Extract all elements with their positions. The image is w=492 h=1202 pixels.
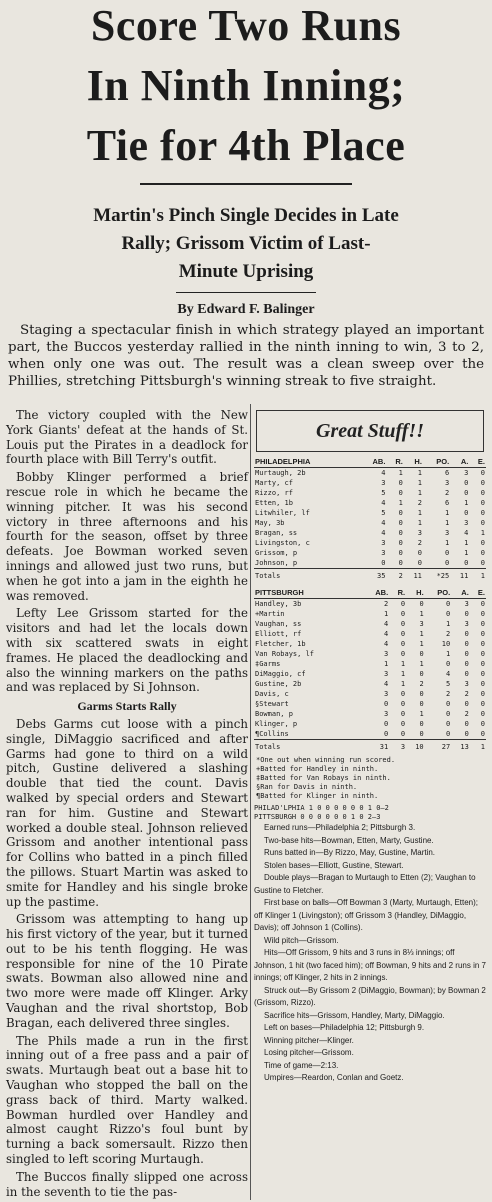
table-cell: 3: [383, 669, 389, 678]
summary-line: Winning pitcher—Klinger.: [264, 1035, 354, 1045]
table-cell: 1: [446, 619, 451, 628]
table-cell: 5: [381, 508, 386, 517]
table-row: [254, 558, 486, 569]
table-cell: 0: [446, 719, 451, 728]
pittsburgh-table: [254, 587, 486, 752]
table-cell: Bowman, p: [255, 709, 293, 718]
table-cell: 4: [383, 619, 389, 628]
table-row: [254, 518, 486, 528]
summary-line: Wild pitch—Grissom.: [264, 935, 339, 945]
column-divider: [250, 404, 251, 1200]
table-cell: 3: [464, 518, 469, 527]
table-cell: Elliott, rf: [255, 629, 302, 638]
table-cell: 1: [419, 609, 424, 618]
article-body-column: [6, 408, 248, 1202]
summary-line: Losing pitcher—Grissom.: [264, 1048, 354, 1057]
column-header: A.: [450, 456, 469, 468]
table-cell: 27: [425, 740, 452, 753]
footnote: §Ran for Davis in ninth.: [256, 783, 358, 791]
table-cell: 1: [417, 468, 422, 477]
table-cell: 3: [383, 649, 389, 658]
table-cell: 0: [480, 639, 485, 648]
line-score: [254, 804, 486, 822]
table-cell: 0: [398, 478, 403, 487]
table-cell: 0: [446, 659, 451, 668]
section-subhead: Garms Starts Rally: [77, 699, 177, 714]
table-cell: 10: [406, 740, 425, 753]
table-cell: 0: [419, 669, 424, 678]
table-cell: 3: [464, 599, 469, 608]
table-cell: 0: [400, 709, 406, 718]
table-cell: 5: [381, 488, 386, 497]
totals-row: [254, 740, 486, 753]
summary-line: Stolen bases—Elliott, Gustine, Stewart.: [264, 860, 404, 870]
table-cell: 0: [480, 518, 485, 527]
table-row: [254, 679, 486, 689]
table-cell: ‡Garms: [255, 659, 281, 668]
line-score-row: PHILAD'LPHIA 1 0 0 0 0 0 0 1 0—2: [254, 804, 389, 812]
table-cell: 0: [398, 518, 403, 527]
table-cell: 3: [445, 478, 450, 487]
body-paragraph: Grissom was attempting to hang up his first victory of the year, but it turned out to be his tenth flogging. He was responsible for nine of the 10 Pirate swats. Bowman also allowed nine and two more were made off Klinger. Arky Vaughan and the rival shortstop, Bob Bragan, each delivered three singles.: [6, 912, 248, 1030]
table-cell: 0: [464, 639, 469, 648]
table-cell: 0: [480, 538, 485, 547]
table-row: [254, 468, 486, 479]
column-header: AB.: [359, 456, 386, 468]
table-cell: 2: [446, 629, 451, 638]
table-cell: 1: [464, 498, 469, 507]
body-paragraph: Debs Garms cut loose with a pinch single, DiMaggio sacrificed and after Garms had gone to third on a wild pitch, Gustine delivered a slashing double that tied the count. Davis walked by special orders and Stewart ran for him. Gustine and Stewart worked a double steal. Johnson relieved Grissom and another intentional pass for Collins who batted in a pinch filled the pillows. Stuart Martin was asked to smite for Handley and his single broke up the pastime.: [6, 716, 248, 909]
table-cell: 0: [480, 709, 485, 718]
table-cell: Handley, 3b: [255, 599, 302, 608]
table-cell: 3: [445, 528, 450, 537]
subhead-line-1: Martin's Pinch Single Decides in Late: [93, 205, 399, 226]
table-cell: 0: [446, 599, 451, 608]
table-cell: 1: [464, 548, 469, 557]
table-cell: 0: [417, 558, 422, 567]
summary-line: Umpires—Reardon, Conlan and Goetz.: [264, 1073, 404, 1082]
subhead-line-3: Minute Uprising: [178, 261, 314, 282]
table-cell: 1: [400, 679, 406, 688]
table-cell: 0: [400, 629, 406, 638]
table-cell: Totals: [254, 569, 359, 582]
table-cell: +Martin: [255, 609, 285, 618]
table-cell: 2: [446, 689, 451, 698]
table-cell: 35: [359, 569, 386, 582]
table-cell: 0: [480, 729, 485, 738]
table-cell: 0: [480, 629, 485, 638]
table-cell: 0: [383, 699, 389, 708]
table-cell: 0: [480, 619, 485, 628]
table-row: [254, 689, 486, 699]
table-cell: 2: [417, 498, 422, 507]
table-cell: 0: [446, 609, 451, 618]
column-header: H.: [404, 456, 423, 468]
table-cell: 4: [381, 518, 386, 527]
summary-line: Sacrifice hits—Grissom, Handley, Marty, DiMaggio.: [264, 1010, 445, 1020]
headline-line-3: Tie for 4th Place: [86, 121, 406, 170]
headline-line-1: Score Two Runs: [90, 1, 402, 50]
table-cell: 0: [383, 719, 389, 728]
table-cell: 0: [400, 639, 406, 648]
table-cell: 1: [383, 609, 389, 618]
footnote: +Batted for Handley in ninth.: [256, 765, 379, 773]
table-cell: 31: [363, 740, 390, 753]
byline: By Edward F. Balinger: [177, 302, 315, 317]
table-cell: 0: [398, 488, 403, 497]
table-cell: 1: [470, 740, 486, 753]
table-cell: Murtaugh, 2b: [255, 468, 306, 477]
table-cell: 3: [417, 528, 422, 537]
table-cell: 0: [446, 699, 451, 708]
column-header: H.: [406, 587, 425, 599]
table-cell: 1: [417, 518, 422, 527]
table-cell: Litwhiler, lf: [255, 508, 310, 517]
column-header: PO.: [425, 587, 452, 599]
table-cell: 1: [480, 528, 485, 537]
table-cell: 6: [445, 468, 450, 477]
table-cell: 3: [381, 548, 386, 557]
table-cell: Grissom, p: [255, 548, 298, 557]
table-cell: 2: [417, 538, 422, 547]
table-cell: 0: [480, 649, 485, 658]
body-paragraph: Bobby Klinger performed a brief rescue role in which he became the winning pitcher. It was his second victory in three afternoons and his fourth for the season, offset by three defeats. Joe Bowman worked seven innings and allowed just two runs, but when he got into a jam in the eighth he was removed.: [6, 470, 248, 603]
table-row: [254, 498, 486, 508]
footnote: ‡Batted for Van Robays in ninth.: [256, 774, 391, 782]
table-cell: DiMaggio, cf: [255, 669, 306, 678]
table-cell: Johnson, p: [255, 558, 298, 567]
table-row: [254, 709, 486, 719]
column-header: R.: [386, 456, 403, 468]
summary-line: Double plays—Bragan to Murtaugh to Etten (2); Vaughan to Gustine to Fletcher.: [254, 873, 476, 895]
table-cell: 3: [383, 709, 389, 718]
footnote: *One out when winning run scored.: [256, 756, 396, 764]
team-name: PHILADELPHIA: [254, 456, 359, 468]
table-cell: Marty, cf: [255, 478, 293, 487]
table-cell: 0: [419, 729, 424, 738]
column-header: R.: [389, 587, 406, 599]
table-cell: 0: [398, 558, 403, 567]
table-cell: 0: [464, 669, 469, 678]
table-cell: 0: [480, 669, 485, 678]
subhead-line-2: Rally; Grissom Victim of Last-: [121, 233, 371, 254]
table-cell: 0: [480, 488, 485, 497]
table-cell: Fletcher, 1b: [255, 639, 306, 648]
table-cell: 0: [464, 478, 469, 487]
table-cell: 0: [400, 689, 406, 698]
table-row: [254, 478, 486, 488]
table-cell: §Stewart: [255, 699, 289, 708]
table-cell: 0: [400, 619, 406, 628]
philadelphia-table: [254, 456, 486, 581]
table-cell: 0: [446, 709, 451, 718]
table-cell: 0: [419, 719, 424, 728]
headline-divider: [140, 183, 352, 185]
table-cell: 3: [381, 478, 386, 487]
table-row: [254, 719, 486, 729]
table-cell: 0: [464, 558, 469, 567]
table-cell: 0: [419, 699, 424, 708]
table-cell: 0: [480, 498, 485, 507]
table-cell: 1: [446, 649, 451, 658]
body-paragraph: The victory coupled with the New York Giants' defeat at the hands of St. Louis put the Pirates in a deadlock for fourth place with Bill Terry's outfit.: [6, 408, 248, 467]
table-cell: 0: [383, 729, 389, 738]
table-cell: 1: [417, 488, 422, 497]
table-cell: 3: [464, 468, 469, 477]
table-cell: Bragan, ss: [255, 528, 298, 537]
table-cell: 0: [445, 548, 450, 557]
summary-line: Two-base hits—Bowman, Etten, Marty, Gustine.: [264, 835, 434, 845]
table-row: [254, 528, 486, 538]
table-cell: 0: [464, 488, 469, 497]
totals-row: [254, 569, 486, 582]
summary-line: Struck out—By Grissom 2 (DiMaggio, Bowman); by Bowman 2 (Grissom, Rizzo).: [254, 985, 486, 1007]
table-cell: Livingston, c: [255, 538, 310, 547]
table-row: [254, 599, 486, 610]
box-score-notes: [256, 756, 486, 801]
table-cell: 0: [480, 609, 485, 618]
table-row: [254, 629, 486, 639]
body-paragraph: The Phils made a run in the first inning out of a free pass and a pair of swats. Murtaugh beat out a base hit to Vaughan who stopped the ball on the grass back of third. Marty walked. Bowman hurdled over Handley and almost caught Rizzo's foul bunt by turning a back somersault. Rizzo then singled to left scoring Murtaugh.: [6, 1033, 248, 1167]
table-cell: 1: [469, 569, 486, 582]
table-cell: 3: [464, 619, 469, 628]
table-cell: Totals: [254, 740, 363, 753]
table-cell: 0: [398, 508, 403, 517]
summary-line: Earned runs—Philadelphia 2; Pittsburgh 3.: [264, 823, 416, 832]
table-cell: Rizzo, rf: [255, 488, 293, 497]
table-cell: 11: [450, 569, 469, 582]
table-cell: 1: [419, 639, 424, 648]
table-cell: 0: [381, 558, 386, 567]
table-cell: 1: [445, 538, 450, 547]
table-cell: 0: [419, 599, 424, 608]
table-row: [254, 548, 486, 558]
table-cell: ¶Collins: [255, 729, 289, 738]
table-cell: 2: [445, 488, 450, 497]
line-score-row: PITTSBURGH 0 0 0 0 0 0 1 0 2—3: [254, 813, 381, 821]
table-cell: 3: [419, 619, 424, 628]
table-cell: 0: [480, 599, 485, 608]
table-cell: 0: [464, 659, 469, 668]
table-cell: 1: [419, 659, 424, 668]
table-cell: 2: [386, 569, 403, 582]
table-cell: 1: [464, 538, 469, 547]
summary-line: First base on balls—Off Bowman 3 (Marty, Murtaugh, Etten); off Klinger 1 (Livingston); off Grissom 3 (Handley, DiMaggio, Davis); off Johnson 1 (Collins).: [254, 898, 479, 932]
table-cell: 13: [451, 740, 470, 753]
table-cell: 11: [404, 569, 423, 582]
table-cell: 4: [381, 498, 386, 507]
table-cell: 0: [480, 719, 485, 728]
table-cell: 0: [400, 699, 406, 708]
table-cell: 1: [445, 508, 450, 517]
table-row: [254, 538, 486, 548]
table-cell: 0: [419, 649, 424, 658]
table-cell: *25: [423, 569, 450, 582]
table-cell: 1: [419, 629, 424, 638]
summary-line: Runs batted in—By Rizzo, May, Gustine, Martin.: [264, 848, 436, 857]
table-cell: 1: [445, 518, 450, 527]
footnote: ¶Batted for Klinger in ninth.: [256, 792, 379, 800]
table-cell: 0: [464, 719, 469, 728]
table-cell: May, 3b: [255, 518, 285, 527]
table-cell: 3: [381, 538, 386, 547]
table-cell: 4: [464, 528, 469, 537]
table-cell: 0: [417, 548, 422, 557]
table-cell: 0: [480, 558, 485, 567]
table-cell: 0: [398, 538, 403, 547]
table-cell: Vaughan, ss: [255, 619, 302, 628]
table-row: [254, 488, 486, 498]
table-cell: 0: [400, 719, 406, 728]
table-cell: 4: [381, 468, 386, 477]
table-cell: 0: [400, 609, 406, 618]
lead-paragraph: Staging a spectacular finish in which strategy played an important part, the Buccos yesterday rallied in the ninth inning to win, 3 to 2, when only one was out. The result was a clean sweep over the Phillies, stretching Pittsburgh's winning streak to five straight.: [8, 323, 484, 389]
table-cell: 0: [480, 699, 485, 708]
table-cell: 0: [480, 548, 485, 557]
table-cell: 0: [464, 629, 469, 638]
summary-line: Time of game—2:13.: [264, 1060, 339, 1070]
table-cell: 10: [441, 639, 451, 648]
table-cell: 1: [417, 478, 422, 487]
table-header-row: [254, 587, 486, 599]
table-row: [254, 729, 486, 740]
table-cell: 1: [400, 659, 406, 668]
table-cell: 0: [480, 689, 485, 698]
table-cell: 4: [383, 639, 389, 648]
table-cell: Van Robays, lf: [255, 649, 315, 658]
table-row: [254, 609, 486, 619]
byline-divider: [176, 292, 316, 293]
table-cell: 6: [445, 498, 450, 507]
table-cell: 2: [464, 709, 469, 718]
table-cell: 0: [464, 609, 469, 618]
table-cell: 0: [464, 729, 469, 738]
table-row: [254, 669, 486, 679]
table-cell: Gustine, 2b: [255, 679, 302, 688]
table-cell: 4: [446, 669, 451, 678]
table-cell: Davis, c: [255, 689, 289, 698]
table-row: [254, 699, 486, 709]
table-cell: 2: [464, 689, 469, 698]
table-cell: 0: [480, 508, 485, 517]
body-paragraph: The Buccos finally slipped one across in the seventh to tie the pas-: [6, 1169, 248, 1199]
table-cell: 0: [398, 548, 403, 557]
body-paragraph: Lefty Lee Grissom started for the visitors and had let the locals down with six scattered swats in eight frames. He placed the deadlocking and also the winning markers on the paths and was replaced by Si Johnson.: [6, 606, 248, 695]
table-cell: 0: [480, 659, 485, 668]
table-cell: Etten, 1b: [255, 498, 293, 507]
table-cell: 0: [400, 649, 406, 658]
table-header-row: [254, 456, 486, 468]
table-cell: 1: [398, 498, 403, 507]
table-cell: 3: [464, 679, 469, 688]
box-score-title: Great Stuff!!: [256, 410, 484, 452]
table-cell: 1: [400, 669, 406, 678]
table-cell: 1: [383, 659, 389, 668]
table-row: [254, 508, 486, 518]
table-cell: 3: [389, 740, 406, 753]
column-header: PO.: [423, 456, 450, 468]
table-cell: 0: [419, 689, 424, 698]
game-summary: [254, 822, 486, 1085]
column-header: E.: [469, 456, 486, 468]
column-header: AB.: [363, 587, 390, 599]
table-cell: 0: [464, 508, 469, 517]
table-cell: 2: [419, 679, 424, 688]
table-cell: 1: [398, 468, 403, 477]
table-row: [254, 619, 486, 629]
table-cell: 2: [383, 599, 389, 608]
table-cell: 5: [446, 679, 451, 688]
summary-line: Hits—Off Grissom, 9 hits and 3 runs in 8⅓ innings; off Johnson, 1 hit (two faced him); off Bowman, 9 hits and 2 runs in 7 innings; off Klinger, 2 hits in 2 innings.: [254, 948, 486, 982]
table-cell: 0: [400, 599, 406, 608]
table-cell: 3: [383, 689, 389, 698]
table-cell: Klinger, p: [255, 719, 298, 728]
table-cell: 0: [446, 729, 451, 738]
table-row: [254, 649, 486, 659]
table-row: [254, 639, 486, 649]
table-cell: 0: [398, 528, 403, 537]
table-cell: 0: [464, 649, 469, 658]
table-cell: 0: [445, 558, 450, 567]
table-cell: 4: [381, 528, 386, 537]
column-header: A.: [451, 587, 470, 599]
table-cell: 0: [464, 699, 469, 708]
summary-line: Left on bases—Philadelphia 12; Pittsburgh 9.: [264, 1023, 425, 1032]
table-cell: 4: [383, 679, 389, 688]
table-cell: 4: [383, 629, 389, 638]
table-cell: 0: [480, 478, 485, 487]
table-cell: 1: [419, 709, 424, 718]
headline-line-2: In Ninth Inning;: [86, 61, 406, 110]
table-cell: 0: [480, 468, 485, 477]
table-cell: 1: [417, 508, 422, 517]
team-name: PITTSBURGH: [254, 587, 363, 599]
column-header: E.: [470, 587, 486, 599]
table-cell: 0: [480, 679, 485, 688]
box-score-column: [254, 408, 486, 1085]
table-row: [254, 659, 486, 669]
table-cell: 0: [400, 729, 406, 738]
